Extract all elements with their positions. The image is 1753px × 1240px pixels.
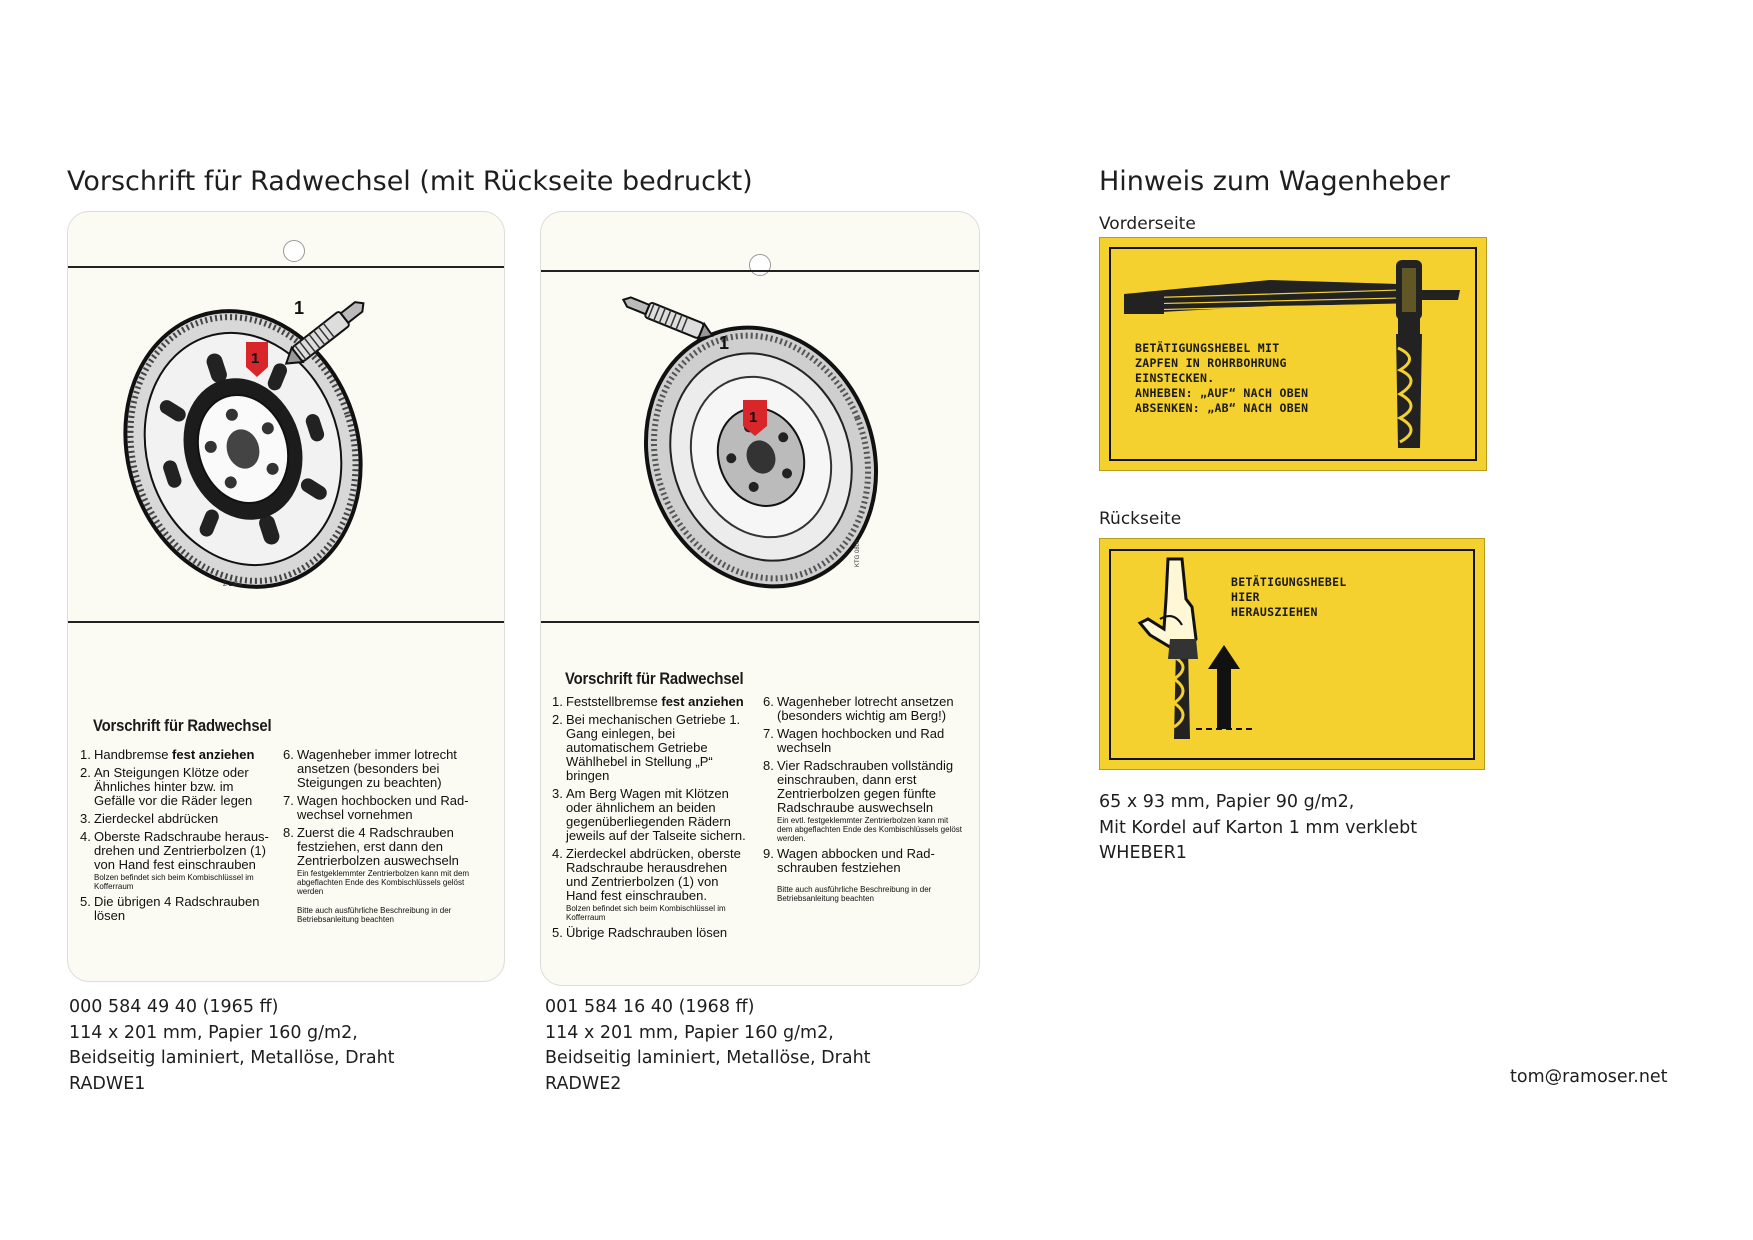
list-item: 2. An Steigungen Klötze oder Ähnliches hinter bzw. im Gefälle vor die Räder legen — [80, 765, 253, 808]
hand-pull-illustration — [1100, 539, 1484, 769]
back-sign-text: BETÄTIGUNGSHEBEL HIER HERAUSZIEHEN — [1231, 575, 1347, 619]
item-note: Ein evtl. festgeklemmter Zentrierbolzen kann mit dem abgeflachten Ende des Kombischlüssels gelöst werden. — [777, 816, 962, 843]
instructions-left — [552, 695, 752, 944]
caption-wheber1: 65 x 93 mm, Papier 90 g/m2, Mit Kordel auf Karton 1 mm verklebt WHEBER1 — [1099, 792, 1418, 863]
caption-radwe2: 001 584 16 40 (1968 ff) 114 x 201 mm, Papier 160 g/m2, Beidseitig laminiert, Metallöse, Draht RADWE2 — [545, 997, 871, 1094]
card-top-rule — [68, 266, 504, 268]
list-item: 3. Zierdeckel abdrücken — [80, 811, 219, 826]
footer-note: Bitte auch ausführliche Beschreibung in der Betriebsanleitung beachten — [777, 885, 932, 903]
front-label: Vorderseite — [1099, 214, 1196, 234]
figure-code: KTG 0806 — [855, 539, 861, 567]
list-item: 2. Bei mechanischen Getriebe 1. Gang einlegen, bei automatischem Getriebe Wählhebel in Stellung „P“ bringen — [552, 712, 741, 783]
instructions-right — [283, 748, 483, 924]
item-note: Bolzen befindet sich beim Kombischlüssel im Kofferraum — [566, 904, 726, 922]
list-item: 5. Die übrigen 4 Radschrauben lösen — [80, 894, 260, 923]
right-heading: Hinweis zum Wagenheber — [1099, 166, 1450, 197]
wheel-illustration — [541, 272, 979, 617]
left-heading: Vorschrift für Radwechsel (mit Rückseite bedruckt) — [67, 166, 753, 197]
card-hole — [283, 240, 305, 262]
instructions-right — [763, 695, 963, 903]
list-item: 7. Wagen hochbocken und Rad-wechsel vornehmen — [283, 793, 469, 822]
list-item: 7. Wagen hochbocken und Rad wechseln — [763, 726, 945, 755]
pin-label: 1 — [251, 350, 260, 367]
list-item: 6. Wagenheber lotrecht ansetzen (besonders wichtig am Berg!) — [763, 694, 954, 723]
list-item: 3. Am Berg Wagen mit Klötzen oder ähnlichem an beiden gegenüberliegenden Rädern jeweils auf der Talseite sichern. — [552, 786, 746, 843]
list-item: 8. Vier Radschrauben vollständig einschrauben, dann erst Zentrierbolzen gegen fünfte Radschraube auswechseln Ein evtl. festgeklemmter Zentrierbolzen kann mit dem abgeflachten Ende des Kombischlüssels gelöst werden. — [763, 758, 962, 843]
figure-code: Z-2364 — [223, 582, 243, 588]
part-label: 1 — [719, 333, 730, 353]
list-item: 8. Zuerst die 4 Radschrauben festziehen, erst dann den Zentrierbolzen auswechseln Ein festgeklemmter Zentrierbolzen kann mit dem abgeflachten Ende des Kombischlüssels gelöst werden — [283, 826, 483, 896]
contact-email: tom@ramoser.net — [1510, 1067, 1668, 1087]
list-item: 6. Wagenheber immer lotrecht ansetzen (besonders bei Steigungen zu beachten) — [283, 747, 457, 790]
caption-radwe1: 000 584 49 40 (1965 ff) 114 x 201 mm, Papier 160 g/m2, Beidseitig laminiert, Metallöse, Draht RADWE1 — [69, 997, 395, 1094]
front-sign-text: BETÄTIGUNGSHEBEL MIT ZAPFEN IN ROHRBOHRUNG EINSTECKEN. ANHEBEN: „AUF“ NACH OBEN ABSENKEN: „AB“ NACH OBEN — [1135, 341, 1309, 415]
list-item: 5. Übrige Radschrauben lösen — [552, 925, 728, 940]
list-item: 1. Feststellbremse fest anziehen — [552, 694, 744, 709]
list-item: 4. Zierdeckel abdrücken, oberste Radschraube herausdrehen und Zentrierbolzen (1) von Hand fest einschrauben. Bolzen befindet sich beim Kombischlüssel im Kofferraum — [552, 847, 752, 922]
card-mid-rule — [541, 621, 979, 623]
back-label: Rückseite — [1099, 509, 1182, 529]
wheel-illustration — [68, 272, 504, 617]
item-note: Bolzen befindet sich beim Kombischlüssel im Kofferraum — [94, 873, 254, 891]
jack-sign-back — [1099, 538, 1485, 770]
footer-note: Bitte auch ausführliche Beschreibung in der Betriebsanleitung beachten — [297, 906, 452, 924]
list-item: 1. Handbremse fest anziehen — [80, 747, 255, 762]
card-title: Vorschrift für Radwechsel — [565, 670, 744, 688]
instructions-left — [80, 748, 270, 927]
card-radwechsel-1965 — [67, 211, 505, 982]
item-note: Ein festgeklemmter Zentrierbolzen kann mit dem abgeflachten Ende des Kombischlüssels gelöst werden — [297, 869, 470, 896]
card-mid-rule — [68, 621, 504, 623]
card-title: Vorschrift für Radwechsel — [93, 717, 272, 735]
card-radwechsel-1968 — [540, 211, 980, 986]
jack-sign-front — [1099, 237, 1487, 471]
pin-label: 1 — [749, 409, 758, 426]
part-label: 1 — [294, 298, 305, 318]
list-item: 4. Oberste Radschraube heraus-drehen und Zentrierbolzen (1) von Hand fest einschrauben Bolzen befindet sich beim Kombischlüssel im Kofferraum — [80, 829, 269, 891]
list-item: 9. Wagen abbocken und Rad-schrauben festziehen — [763, 846, 935, 875]
